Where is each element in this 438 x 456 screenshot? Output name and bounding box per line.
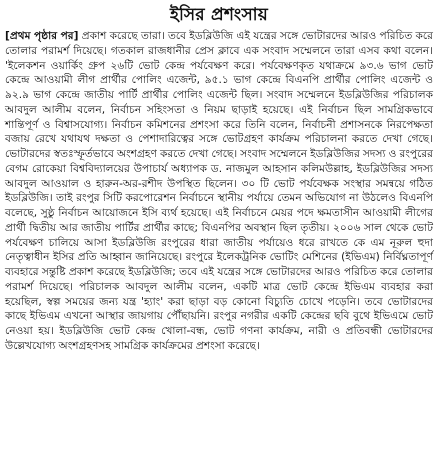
article-body xyxy=(5,29,433,354)
article-text: প্রকাশ করেছে তারা। তবে ইডব্লিউজি এই যন্ত্রের সঙ্গে ভোটারদের আরও পরিচিত করে তোলার পরামর্শ দিয়েছে। গতকাল রাজধানীর প্রেস ক্লাবে এক সংবাদ সম্মেলনে তারা এসব কথা বলেন। 'ইলেকশন ওয়ার্কিং গ্রুপ ২৬টি ভোট কেন্দ্র পর্যবেক্ষণ করে। পর্যবেক্ষণকৃত যথাক্রমে ৯৩.৬ ভাগ ভোট কেন্দ্রে আওয়ামী লীগ প্রার্থীর পোলিং এজেন্ট, ৯৫.১ ভাগ কেন্দ্রে বিএনপি প্রার্থীর পোলিং এজেন্ট ও ৯২.৯ ভাগ কেন্দ্রে জাতীয় পার্টি প্রার্থীর পোলিং এজেন্ট ছিল। সংবাদ সম্মেলনে ইডব্লিউজির পরিচালক আবদুল আলীম বলেন, নির্বাচন সহিংসতা ও নিয়ম ছাড়াই হয়েছে। এই নির্বাচন ছিল সামগ্রিকভাবে শান্তিপূর্ণ ও বিশ্বাসযোগ্য। নির্বাচন কমিশনের প্রশংসা করে তিনি বলেন, নির্বাচনী প্রশাসনকে নিরপেক্ষতা বজায় রেখে যথাযথ দক্ষতা ও পেশাদারিত্বের সঙ্গে ভোটগ্রহণ কার্যক্রম পরিচালনা করতে দেখা গেছে। ভোটারদের স্বতঃস্ফূর্তভাবে অংশগ্রহণ করতে দেখা গেছে। সংবাদ সম্মেলনে ইডব্লিউজির সদস্য ও রংপুরের বেগম রোকেয়া বিশ্ববিদ্যালয়ের উপাচার্য অধ্যাপক ড. নাজমুল আহসান কলিমউল্লাহ, ইডব্লিউজির সদস্য আবদুল আওয়াল ও হারুন-অর-রশীদ উপস্থিত ছিলেন। ৩০ টি ভোট পর্যবেক্ষক সংস্থার সমন্বয়ে গঠিত ইডব্লিউজি। তাই রংপুর সিটি করপোরেশন নির্বাচনে স্থানীয় পর্যায়ে তেমন অভিযোগ না উঠলেও বিএনপি বলেছে, সুষ্ঠু নির্বাচন আয়োজনে ইসি ব্যর্থ হয়েছে। এই নির্বাচনে মেয়র পদে ক্ষমতাসীন আওয়ামী লীগের প্রার্থী দ্বিতীয় আর জাতীয় পার্টির প্রার্থীর কাছে; বিএনপির অবস্থান ছিল তৃতীয়। ২০০৬ সাল থেকে ভোট পর্যবেক্ষণ চালিয়ে আসা ইডব্লিউজি রংপুরের ধারা জাতীয় পর্যায়েও ধরে রাখতে কে এম নূরুল হুদা নেতৃত্বাধীন ইসির প্রতি আহ্বান জানিয়েছে। রংপুরে ইলেকট্রনিক ভোটিং মেশিনের (ইভিএম) নির্বিঘ্নতাপূর্ণ ব্যবহারে সন্তুষ্টি প্রকাশ করেছে ইডব্লিউজি; তবে এই যন্ত্রের সঙ্গে ভোটারদের আরও পরিচিত করে তোলার পরামর্শ দিয়েছে। পরিচালক আবদুল আলীম বলেন, একটি মাত্র ভোট কেন্দ্রে ইভিএম ব্যবহার করা হয়েছিল, স্বল্প সময়ের জন্য যন্ত্র 'হ্যাং' করা ছাড়া বড় কোনো বিচ্যুতি চোখে পড়েনি। তবে ভোটারদের কাছে ইভিএম এখনো আস্থার জায়গায় পৌঁছায়নি। রংপুর নগরীর একটি কেন্দ্রের ছবি বুথে ইভিএমে ভোট নেওয়া হয়। ইডব্লিউজি ভোট কেন্দ্র খোলা-বন্ধ, ভোট গণনা কার্যক্রম, নারী ও প্রতিবন্ধী ভোটারদের উল্লেখযোগ্য অংশগ্রহণসহ সামগ্রিক কার্যক্রমের প্রশংসা করেছে। xyxy=(5,30,434,352)
continued-from-label: [প্রথম পৃষ্ঠার পর] xyxy=(5,30,79,42)
article-headline: ইসির প্রশংসায় xyxy=(169,5,269,25)
